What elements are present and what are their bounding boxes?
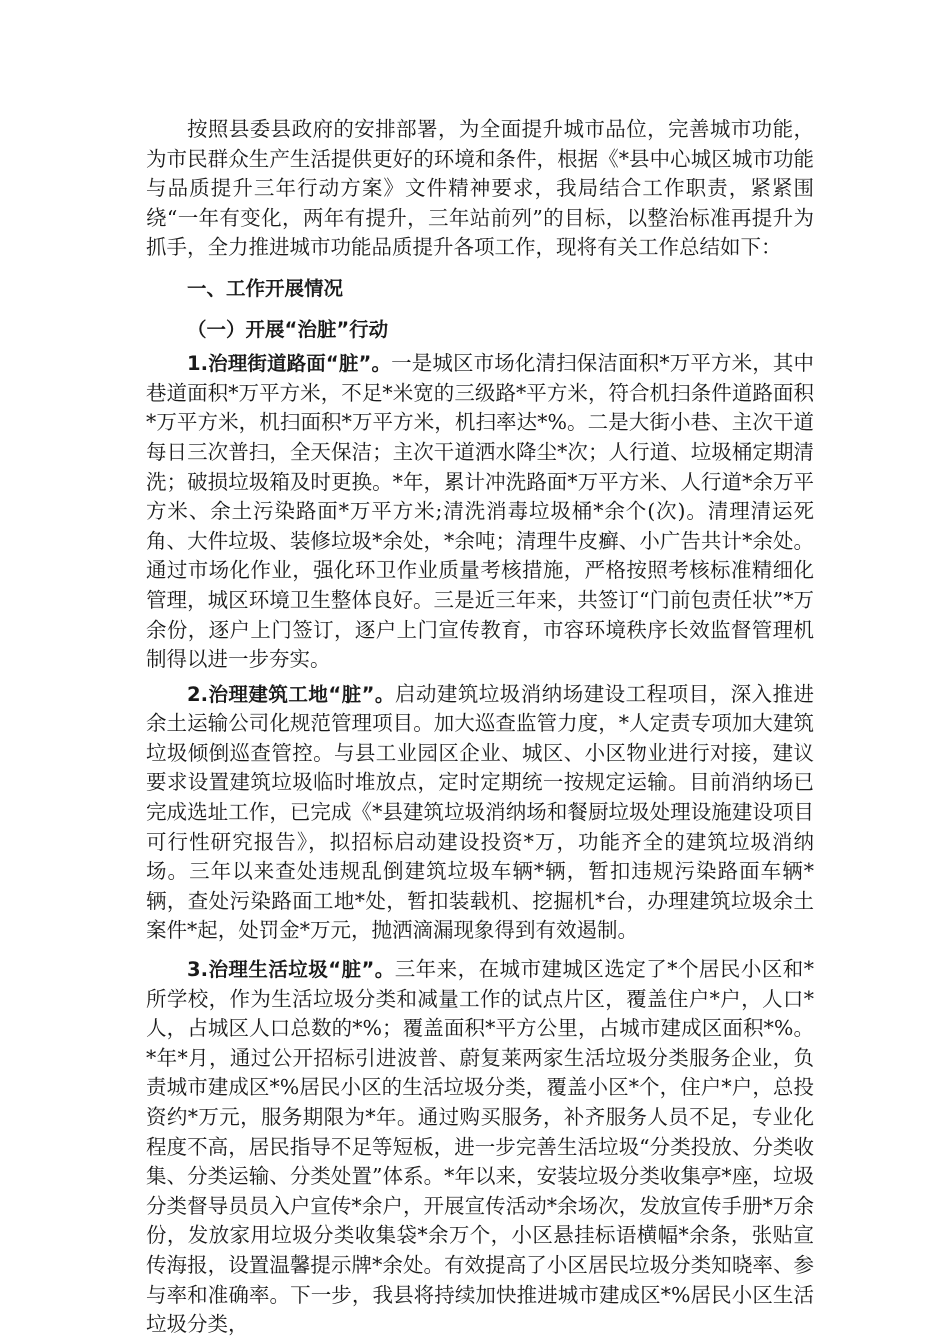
paragraph-lead: 3.治理生活垃圾“脏”。 [187,958,395,982]
paragraph-lead: 1.治理街道路面“脏”。 [187,352,392,376]
paragraph-household-waste [146,955,814,1340]
paragraph-body: 三年来，在城市建城区选定了*个居民小区和*所学校，作为生活垃圾分类和减量工作的试点片区，覆盖住户*户，人口*人，占城区人口总数的*%；覆盖面积*平方公里，占城市建成区面积*%。*年*月，通过公开招标引进波普、蔚复莱两家生活垃圾分类服务企业，负责城市建成区*%居民小区的生活垃圾分类，覆盖小区*个，住户*户，总投资约*万元，服务期限为*年。通过购买服务，补齐服务人员不足，专业化程度不高，居民指导不足等短板，进一步完善生活垃圾“分类投放、分类收集、分类运输、分类处置”体系。*年以来，安装垃圾分类收集亭*座，垃圾分类督导员员入户宣传*余户，开展宣传活动*余场次，发放宣传手册*万余份，发放家用垃圾分类收集袋*余万个，小区悬挂标语横幅*余条，张贴宣传海报，设置温馨提示牌*余处。有效提高了小区居民垃圾分类知晓率、参与率和准确率。下一步，我县将持续加快推进城市建成区*%居民小区生活垃圾分类， [146,957,815,1337]
paragraph-body: 一是城区市场化清扫保洁面积*万平方米，其中巷道面积*万平方米，不足*米宽的三级路*平方米，符合机扫条件道路面积*万平方米，机扫面积*万平方米，机扫率达*%。二是大街小巷、主次干道每日三次普扫，全天保洁；主次干道洒水降尘*次；人行道、垃圾桶定期清洗；破损垃圾箱及时更换。*年，累计冲洗路面*万平方米、人行道*余万平方米、余土污染路面*万平方米;清洗消毒垃圾桶*余个(次)。清理清运死角、大件垃圾、装修垃圾*余处，*余吨；清理牛皮癣、小广告共计*余处。通过市场化作业，强化环卫作业质量考核措施，严格按照考核标准精细化管理，城区环境卫生整体良好。三是近三年来，共签订“门前包责任状”*万余份，逐户上门签订，逐户上门宣传教育，市容环境秩序长效监督管理机制得以进一步夯实。 [146,351,814,672]
document-page [146,115,814,1340]
intro-paragraph: 按照县委县政府的安排部署，为全面提升城市品位，完善城市功能，为市民群众生产生活提供更好的环境和条件，根据《*县中心城区城市功能与品质提升三年行动方案》文件精神要求，我局结合工作职责，紧紧围绕“一年有变化，两年有提升，三年站前列”的目标，以整治标准再提升为抓手，全力推进城市功能品质提升各项工作，现将有关工作总结如下： [146,117,814,260]
subsection-heading: （一）开展“治脏”行动 [187,317,389,341]
paragraph-lead: 2.治理建筑工地“脏”。 [187,682,395,706]
paragraph-body: 启动建筑垃圾消纳场建设工程项目，深入推进余土运输公司化规范管理项目。加大巡查监管力度，*人定责专项加大建筑垃圾倾倒巡查管控。与县工业园区企业、城区、小区物业进行对接，建议要求设置建筑垃圾临时堆放点，定时定期统一按规定运输。目前消纳场已完成选址工作，已完成《*县建筑垃圾消纳场和餐厨垃圾处理设施建设项目可行性研究报告》，拟招标启动建设投资*万，功能齐全的建筑垃圾消纳场。三年以来查处违规乱倒建筑垃圾车辆*辆，暂扣违规污染路面车辆*辆，查处污染路面工地*处，暂扣装载机、挖掘机*台，办理建筑垃圾余土案件*起，处罚金*万元，抛洒滴漏现象得到有效遏制。 [146,681,815,943]
paragraph-street [146,349,814,675]
section-heading: 一、工作开展情况 [187,276,344,300]
paragraph-construction [146,680,814,946]
